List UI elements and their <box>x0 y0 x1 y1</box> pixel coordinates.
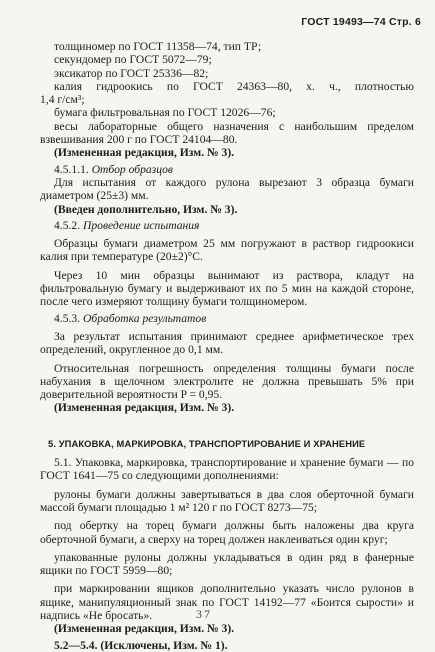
amendment-note: (Измененная редакция, Изм. № 3). <box>54 622 235 636</box>
clause-4-5-3: 4.5.3. Обработка результатов <box>54 311 207 325</box>
document-body <box>40 40 414 652</box>
added-note: (Введен дополнительно, Изм. № 3). <box>54 202 238 216</box>
amendment-note: (Измененная редакция, Изм. № 3). <box>54 146 235 160</box>
amendment-note: (Измененная редакция, Изм. № 3). <box>54 401 235 415</box>
equipment-scales: весы лабораторные общего назначения с наибольшим пределом взвешивания 200 г по ГОСТ 24104—80. <box>40 119 414 147</box>
equipment-desiccator: эксикатор по ГОСТ 25336—82; <box>54 66 209 80</box>
packing-end-circles: под обертку на торец бумаги должны быть наложены два круга оберточной бумаги, а сверху на торец должен наклеиваться один круг; <box>40 519 414 546</box>
page-header: ГОСТ 19493—74 Стр. 6 <box>301 16 421 28</box>
error-text: Относительная погрешность определения толщины бумаги после набухания в щелочном электролите не должна превышать 5% при доверительной вероятности P = 0,95. <box>40 361 414 402</box>
result-text: За результат испытания принимают среднее арифметическое трех определений, округленное до 0,1 мм. <box>40 329 414 357</box>
section-5-heading: 5. УПАКОВКА, МАРКИРОВКА, ТРАНСПОРТИРОВАНИЕ И ХРАНЕНИЕ <box>48 437 366 449</box>
clause-4-5-1-1: 4.5.1.1. Отбор образцов <box>54 162 173 176</box>
equipment-thickness-gauge: толщиномер по ГОСТ 11358—74, тип ТР; <box>54 40 262 53</box>
equipment-koh: калия гидроокись по ГОСТ 24363—80, х. ч., плотностью <box>54 79 414 93</box>
clause-4-5-2: 4.5.2. Проведение испытания <box>54 218 200 232</box>
packing-boxes: упакованные рулоны должны укладываться в один ряд в фанерные ящики по ГОСТ 5959—80; <box>40 550 414 578</box>
packing-rolls: рулоны бумаги должны завертываться в два слоя оберточной бумаги массой бумаги площадью 1 м² 120 г по ГОСТ 8273—75; <box>40 487 414 514</box>
excluded-clauses: 5.2—5.4. (Исключены, Изм. № 1). <box>54 638 228 652</box>
equipment-koh-density: 1,4 г/см³; <box>40 93 85 107</box>
page-footer-mark: 37 <box>196 607 212 621</box>
equipment-stopwatch: секундомер по ГОСТ 5072—79; <box>54 53 212 67</box>
box-marking: при маркировании ящиков дополнительно указать число рулонов в ящике, манипуляционный знак по ГОСТ 14192—77 «Боится сырости» и надпись «Не бросать». <box>40 582 414 622</box>
equipment-filter-paper: бумага фильтровальная по ГОСТ 12026—76; <box>54 106 276 120</box>
test-procedure-1: Образцы бумаги диаметром 25 мм погружают в раствор гидроокиси калия при температуре (20±2)°С. <box>40 237 414 264</box>
test-procedure-2: Через 10 мин образцы вынимают из раствора, кладут на фильтровальную бумагу и выдерживают их по 5 мин на каждой стороне, после чего измеряют толщину бумаги толщиномером. <box>40 268 414 309</box>
sampling-text: Для испытания от каждого рулона вырезают 3 образца бумаги диаметром (25±3) мм. <box>40 175 414 203</box>
clause-5-1: 5.1. Упаковка, маркировка, транспортирование и хранение бумаги — по ГОСТ 1641—75 со следующими дополнениями: <box>40 456 414 483</box>
